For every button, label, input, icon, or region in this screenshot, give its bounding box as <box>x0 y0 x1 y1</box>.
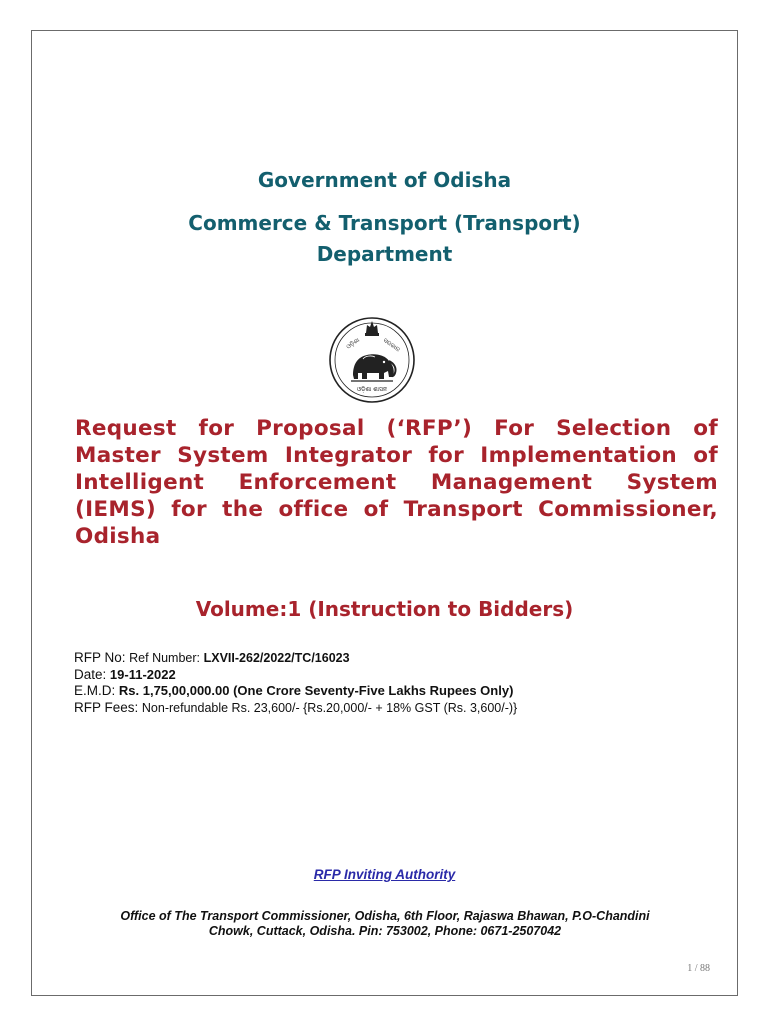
rfp-number-row <box>74 650 517 667</box>
emblem-text-bottom: ଓଡ଼ିଶା ଶାସନ <box>356 386 388 393</box>
department-line-2: Department <box>316 242 453 266</box>
date-label: Date: <box>74 666 107 682</box>
government-heading: Government of Odisha <box>257 168 512 192</box>
emblem-text-top-left: ଓଡ଼ିଶା <box>345 336 361 351</box>
ref-number-label: Ref Number: <box>129 651 200 665</box>
address-line-2: Chowk, Cuttack, Odisha. Pin: 753002, Phone: 0671-2507042 <box>208 924 562 938</box>
department-line-1: Commerce & Transport (Transport) <box>188 211 581 235</box>
date-row <box>74 667 517 684</box>
date-value: 19-11-2022 <box>109 666 176 682</box>
emd-label: E.M.D: <box>74 683 116 698</box>
rfp-details <box>74 650 517 716</box>
emd-currency: Rs <box>118 683 136 698</box>
rfp-no-label: RFP No: <box>74 650 126 665</box>
volume-heading: Volume:1 (Instruction to Bidders) <box>195 597 574 621</box>
ref-number-value: LXVII-262/2022/TC/16023 <box>203 651 350 665</box>
emd-row <box>74 683 517 700</box>
fees-row <box>74 700 517 717</box>
emd-value: . 1,75,00,000.00 (One Crore Seventy-Five Lakhs Rupees Only) <box>135 683 514 698</box>
fees-value: Non-refundable Rs. 23,600/- {Rs.20,000/- + 18% GST (Rs. 3,600/-)} <box>141 700 518 715</box>
fees-label: RFP Fees: <box>74 699 139 715</box>
page-number: 1 / 88 <box>687 963 710 974</box>
rfp-title: Request for Proposal (‘RFP’) For Selection of Master System Integrator for Implementation of Intelligent Enforcement Management System (IEMS) for the office of Transport Commissioner, Odisha <box>75 416 718 549</box>
emblem-text-top-right: ସରକାର <box>381 336 402 354</box>
rfp-inviting-authority: RFP Inviting Authority <box>313 867 456 882</box>
department-heading <box>31 208 738 270</box>
authority-address <box>60 909 710 939</box>
address-line-1: Office of The Transport Commissioner, Odisha, 6th Floor, Rajaswa Bhawan, P.O-Chandini <box>120 909 650 923</box>
odisha-emblem-icon <box>327 315 417 405</box>
